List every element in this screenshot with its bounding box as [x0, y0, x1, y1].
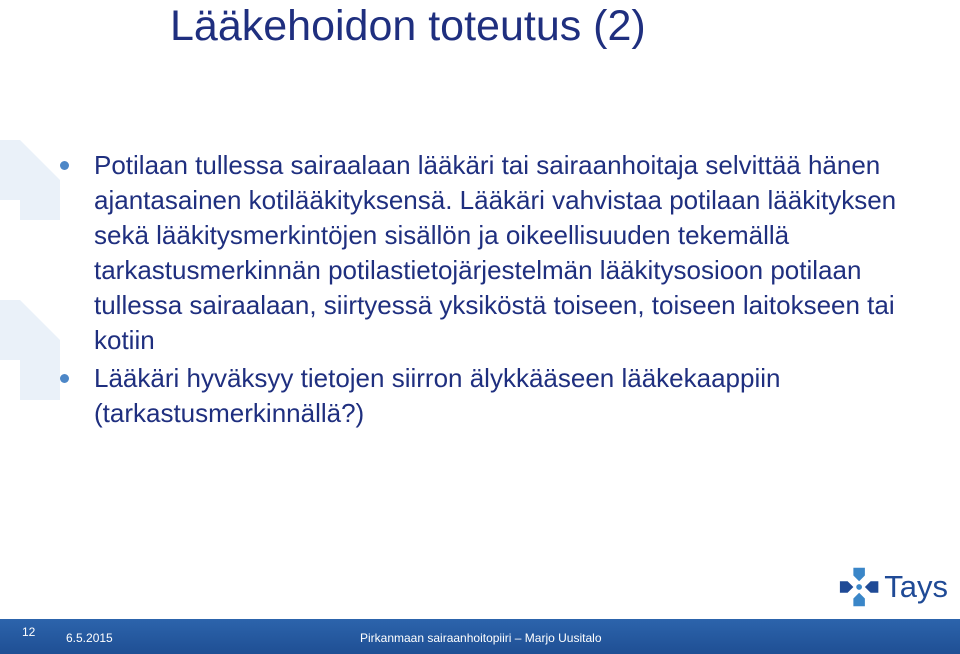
bullet-text: Lääkäri hyväksyy tietojen siirron älykkääseen lääkekaappiin (tarkastusmerkinnällä?) — [94, 363, 781, 428]
author-name: Marjo Uusitalo — [524, 631, 602, 645]
footer-date: 6.5.2015 — [66, 631, 113, 645]
slide-title: Lääkehoidon toteutus (2) — [170, 2, 646, 50]
logo-text: Tays — [884, 569, 948, 604]
tays-logo — [838, 563, 948, 611]
bullet-text: Potilaan tullessa sairaalaan lääkäri tai sairaanhoitaja selvittää hänen ajantasainen kotilääkityksensä. Lääkäri vahvistaa potilaan lääkityksen sekä lääkitysmerkintöjen sisällön ja oikeellisuuden tekemällä tarkastusmerkinnän potilastietojärjestelmän lääkitysosioon potilaan tullessa sairaalaan, siirtyessä yksiköstä toiseen, toiseen laitokseen tai kotiin — [94, 150, 897, 355]
bullet-icon — [60, 374, 69, 383]
organization-name: Pirkanmaan sairaanhoitopiiri — [360, 631, 512, 645]
footer-org — [360, 631, 602, 645]
bullet-item — [60, 361, 940, 431]
footer-separator: – — [514, 631, 522, 645]
bullet-icon — [60, 161, 69, 170]
tays-cross-logo-icon — [838, 565, 880, 609]
page-number: 12 — [22, 625, 36, 639]
footer-bar — [0, 619, 960, 654]
bullet-list — [60, 148, 940, 434]
bullet-item — [60, 148, 940, 358]
